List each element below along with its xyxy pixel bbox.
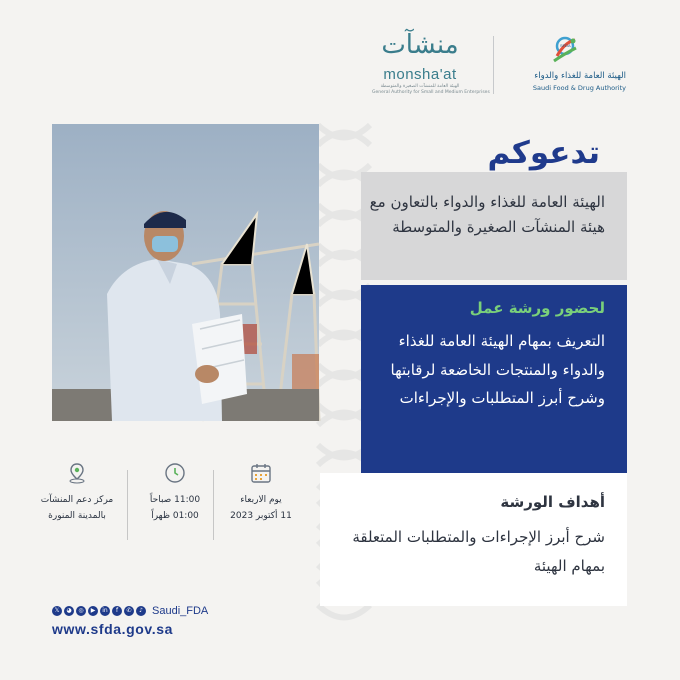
- clock-icon: [164, 462, 186, 484]
- monshaat-name-en: monsha'at: [383, 66, 457, 83]
- facebook-icon[interactable]: f: [112, 606, 122, 616]
- sfda-emblem-icon: [548, 34, 582, 68]
- youtube-icon[interactable]: ▶: [88, 606, 98, 616]
- monshaat-subtitle-en: General Authority for Small and Medium Enterprises: [372, 90, 490, 95]
- date-day: يوم الاربعاء: [240, 495, 282, 505]
- social-handle[interactable]: Saudi_FDA: [152, 605, 209, 617]
- time-end: 01:00 ظهراً: [151, 511, 199, 521]
- time-start: 11:00 صباحاً: [149, 495, 201, 505]
- worker-photo: [52, 124, 319, 421]
- sfda-mark-text: SFDA: [560, 43, 571, 48]
- whatsapp-icon[interactable]: ✆: [124, 606, 134, 616]
- tiktok-icon[interactable]: ♪: [136, 606, 146, 616]
- info-divider: [127, 470, 128, 540]
- time-info: [130, 462, 220, 524]
- monshaat-subtitle-ar: الهيئة العامة للمنشآت الصغيرة والمتوسطة: [380, 84, 460, 89]
- workshop-box: [361, 285, 627, 473]
- monshaat-logo: [372, 30, 490, 100]
- location-pin-icon: [66, 462, 88, 484]
- snapchat-icon[interactable]: ◕: [64, 606, 74, 616]
- location-info: [32, 462, 122, 524]
- workshop-description: التعريف بمهام الهيئة العامة للغذاء والدواء والمنتجات الخاضعة لرقابتها وشرح أبرز المتطلبات والإجراءات: [390, 332, 605, 407]
- workshop-heading: لحضور ورشة عمل: [469, 299, 605, 317]
- social-links: [52, 604, 208, 618]
- sfda-logo: [510, 34, 640, 94]
- logo-divider: [493, 36, 494, 94]
- monshaat-name-ar: منشآت: [381, 30, 459, 60]
- objectives-description: شرح أبرز الإجراءات والمتطلبات المتعلقة بمهام الهيئة: [352, 528, 605, 575]
- sfda-name-ar: الهيئة العامة للغذاء والدواء: [534, 71, 626, 81]
- linkedin-icon[interactable]: in: [100, 606, 110, 616]
- website-link[interactable]: www.sfda.gov.sa: [52, 621, 174, 637]
- location-name: مركز دعم المنشآت: [40, 495, 114, 505]
- objectives-heading: أهداف الورشة: [500, 493, 605, 511]
- calendar-icon: [250, 462, 272, 484]
- sfda-name-en: Saudi Food & Drug Authority: [532, 84, 626, 92]
- instagram-icon[interactable]: ◎: [76, 606, 86, 616]
- date-value: 11 أكتوبر 2023: [230, 511, 292, 521]
- invitation-box: [361, 172, 627, 280]
- invitation-text: الهيئة العامة للغذاء والدواء بالتعاون مع هيئة المنشآت الصغيرة والمتوسطة: [369, 193, 605, 236]
- date-info: [216, 462, 306, 524]
- invite-title: تدعوكم: [487, 135, 600, 171]
- x-icon[interactable]: 𝕏: [52, 606, 62, 616]
- objectives-box: [320, 473, 627, 606]
- location-city: بالمدينة المنورة: [48, 511, 106, 521]
